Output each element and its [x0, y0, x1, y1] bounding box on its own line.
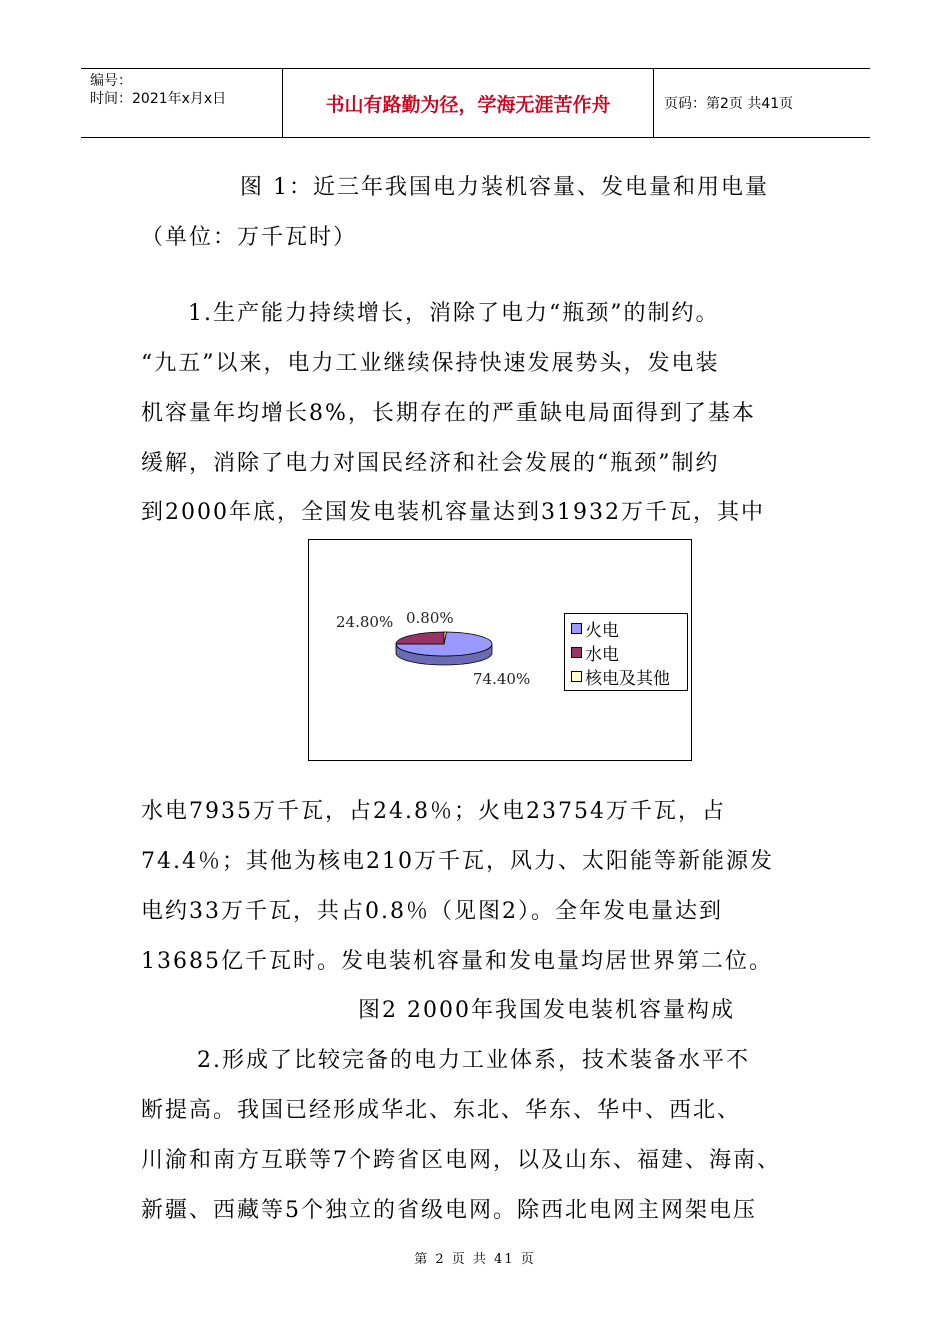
- page-number-info: 页码：第2页 共41页: [664, 96, 794, 112]
- paragraph-line: 2.形成了比较完备的电力工业体系，技术装备水平不: [197, 1048, 750, 1073]
- data-label-nuclear: 0.80%: [406, 609, 454, 627]
- paragraph-line: 1.生产能力持续增长，消除了电力“瓶颈”的制约。: [188, 301, 720, 326]
- data-label-thermal: 74.40%: [473, 670, 531, 688]
- document-number: 编号：: [90, 73, 132, 89]
- pie-slice-hydro: [396, 632, 444, 644]
- legend-item-nuclear: [571, 665, 670, 687]
- chart-legend: [564, 613, 688, 691]
- legend-label: 火电: [585, 620, 619, 641]
- legend-label: 核电及其他: [585, 668, 670, 689]
- paragraph-line: 川渝和南方互联等7个跨省区电网，以及山东、福建、海南、: [141, 1148, 781, 1173]
- legend-item-thermal: [571, 617, 619, 639]
- paragraph-line: 13685亿千瓦时。发电装机容量和发电量均居世界第二位。: [141, 949, 773, 974]
- paragraph-line: “九五”以来，电力工业继续保持快速发展势头，发电装: [141, 351, 720, 376]
- legend-swatch: [571, 623, 582, 634]
- legend-swatch: [571, 647, 582, 658]
- document-time: 时间：2021年x月x日: [90, 91, 227, 107]
- paragraph-line: 机容量年均增长8%，长期存在的严重缺电局面得到了基本: [141, 401, 756, 426]
- paragraph-line: 到2000年底，全国发电装机容量达到31932万千瓦，其中: [141, 500, 765, 525]
- page-footer: 第 2 页 共 41 页: [414, 1252, 536, 1267]
- legend-label: 水电: [585, 644, 619, 665]
- paragraph-line: 74.4％；其他为核电210万千瓦，风力、太阳能等新能源发: [141, 849, 774, 874]
- figure1-caption: 图 1：近三年我国电力装机容量、发电量和用电量: [240, 175, 769, 200]
- paragraph-line: 电约33万千瓦，共占0.8％（见图2）。全年发电量达到: [141, 899, 723, 924]
- paragraph-line: 断提高。我国已经形成华北、东北、华东、华中、西北、: [141, 1098, 742, 1123]
- page-header: [81, 68, 870, 138]
- data-label-hydro: 24.80%: [336, 613, 394, 631]
- figure2-caption: 图2 2000年我国发电装机容量构成: [358, 998, 735, 1023]
- paragraph-line: 水电7935万千瓦，占24.8％；火电23754万千瓦，占: [141, 799, 726, 824]
- header-motto: 书山有路勤为径，学海无涯苦作舟: [283, 69, 654, 137]
- legend-item-hydro: [571, 641, 619, 663]
- paragraph-line: 新疆、西藏等5个独立的省级电网。除西北电网主网架电压: [141, 1198, 757, 1223]
- header-meta: [81, 69, 283, 137]
- pie-chart: [308, 539, 692, 761]
- legend-swatch: [571, 671, 582, 682]
- figure1-unit: （单位：万千瓦时）: [141, 225, 358, 250]
- paragraph-line: 缓解，消除了电力对国民经济和社会发展的“瓶颈”制约: [141, 451, 720, 476]
